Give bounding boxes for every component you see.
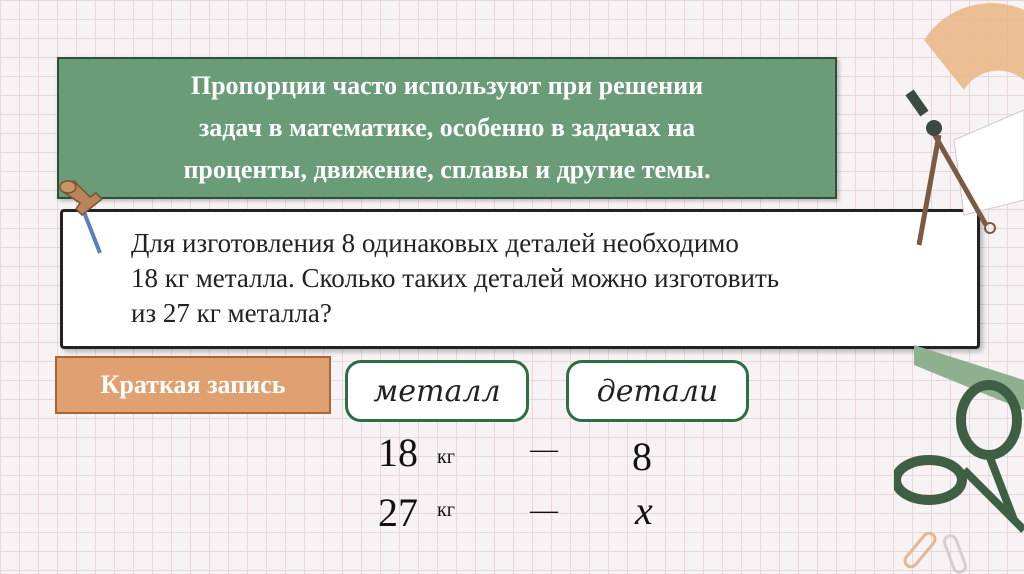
intro-box	[57, 57, 837, 199]
row1-metal-value: 18	[378, 430, 418, 475]
row2-dash: —	[530, 495, 558, 526]
protractor-icon	[924, 3, 1024, 215]
pushpin-icon	[56, 175, 126, 265]
problem-text: Для изготовления 8 одинаковых деталей необходимо 18 кг металла. Сколько таких деталей можно изготовить из 27 кг металла?	[131, 228, 780, 328]
intro-text: Пропорции часто используют при решении задач в математике, особенно в задачах на проценты, движение, сплавы и другие темы.	[183, 71, 711, 184]
row1-unit: кг	[437, 446, 455, 468]
row1-dash: —	[530, 434, 558, 465]
metal-header-text: металл	[373, 373, 501, 409]
row2-unit: кг	[437, 499, 455, 521]
scissors-icon	[896, 385, 1024, 530]
row2-metal-value: 27	[378, 490, 418, 535]
short-note-label-text: Краткая запись	[100, 370, 286, 399]
row2-parts-value: x	[635, 488, 653, 533]
problem-box	[60, 209, 980, 349]
row1-parts-value: 8	[632, 434, 652, 479]
paperclip-icon	[903, 531, 968, 574]
parts-header	[566, 360, 749, 422]
short-note-label	[55, 356, 331, 414]
metal-header	[345, 360, 529, 422]
parts-header-text: детали	[596, 373, 719, 409]
stationery-decoration	[894, 0, 1024, 574]
